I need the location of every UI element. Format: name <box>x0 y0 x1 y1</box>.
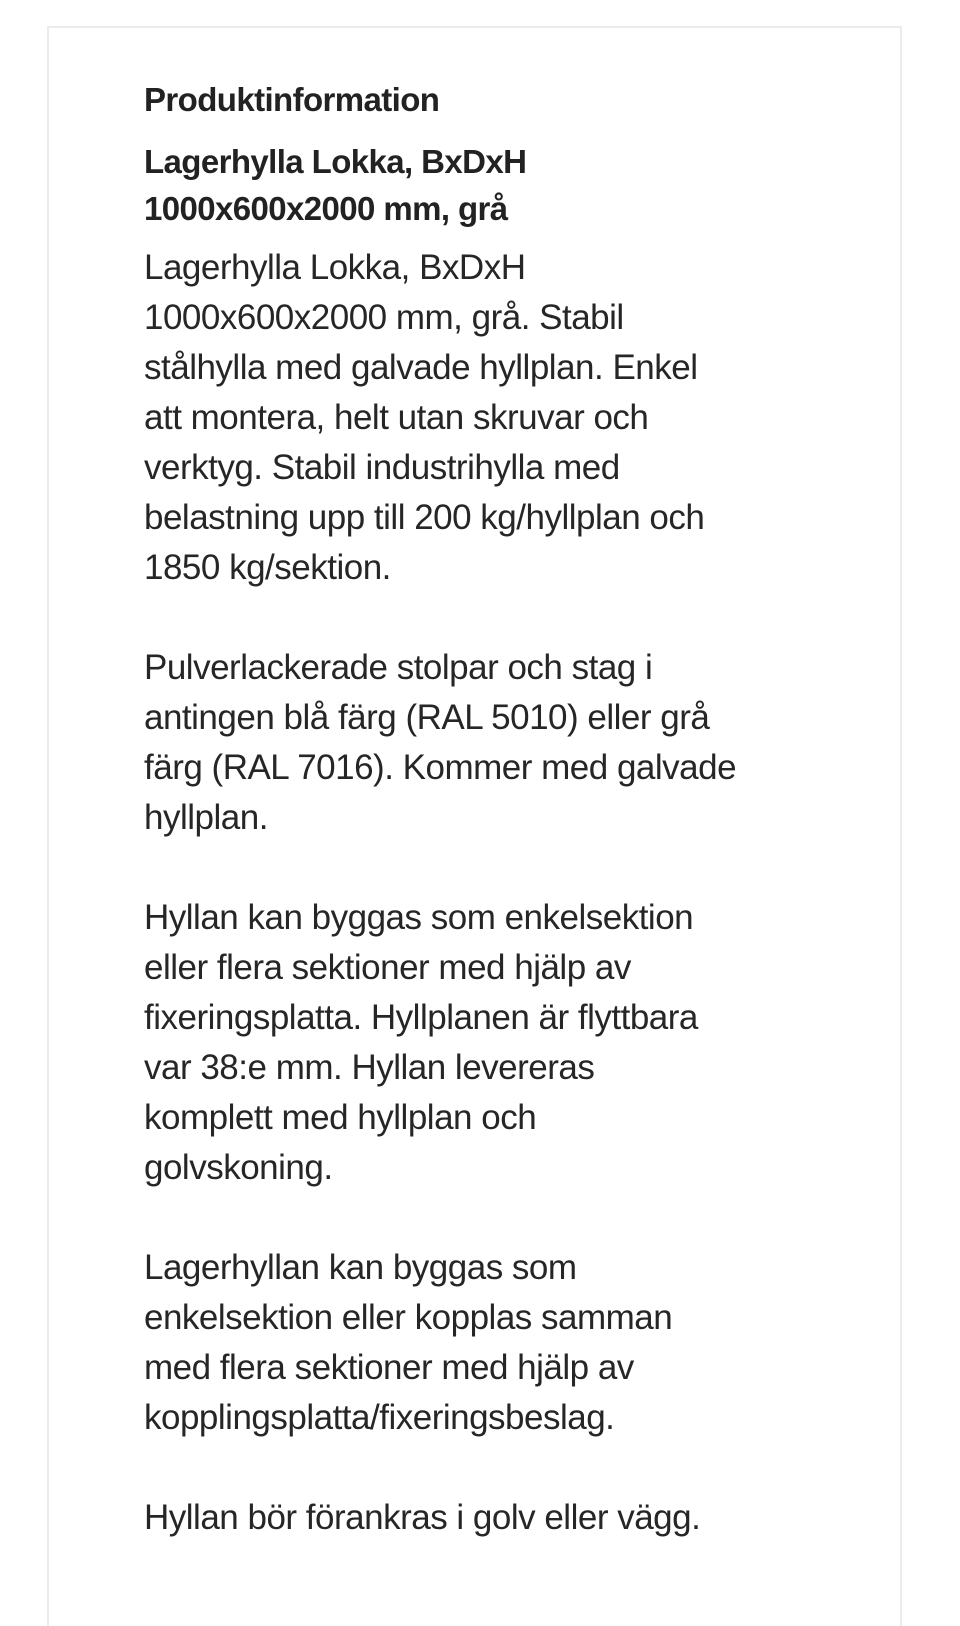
description-line: fixeringsplatta. Hyllplanen är flyttbara <box>144 998 698 1037</box>
description-paragraph <box>144 1243 834 1443</box>
description-line: 1000x600x2000 mm, grå. Stabil <box>144 298 624 337</box>
description-line: kopplingsplatta/fixeringsbeslag. <box>144 1398 615 1437</box>
description-paragraph <box>144 893 834 1193</box>
description-line: Hyllan kan byggas som enkelsektion <box>144 898 694 937</box>
description-line: golvskoning. <box>144 1148 333 1187</box>
description-paragraph <box>144 243 834 593</box>
description-line: komplett med hyllplan och <box>144 1098 537 1137</box>
product-info-card <box>47 26 902 1626</box>
description-line: 1850 kg/sektion. <box>144 548 391 587</box>
product-name-line: 1000x600x2000 mm, grå <box>144 190 508 227</box>
description-line: belastning upp till 200 kg/hyllplan och <box>144 498 705 537</box>
description-line: med flera sektioner med hjälp av <box>144 1348 634 1387</box>
description-line: Hyllan bör förankras i golv eller vägg. <box>144 1498 701 1537</box>
section-title: Produktinformation <box>144 81 440 118</box>
description-paragraph <box>144 643 834 843</box>
description-line: Pulverlackerade stolpar och stag i <box>144 648 653 687</box>
description-line: att montera, helt utan skruvar och <box>144 398 649 437</box>
product-name-line: Lagerhylla Lokka, BxDxH <box>144 143 527 180</box>
description-line: var 38:e mm. Hyllan levereras <box>144 1048 595 1087</box>
description-line: verktyg. Stabil industrihylla med <box>144 448 620 487</box>
description-line: Lagerhylla Lokka, BxDxH <box>144 248 526 287</box>
description-line: Lagerhyllan kan byggas som <box>144 1248 577 1287</box>
description-line: färg (RAL 7016). Kommer med galvade <box>144 748 737 787</box>
product-name <box>144 138 704 232</box>
description-line: stålhylla med galvade hyllplan. Enkel <box>144 348 698 387</box>
description-line: hyllplan. <box>144 798 268 837</box>
description-line: antingen blå färg (RAL 5010) eller grå <box>144 698 710 737</box>
description-line: eller flera sektioner med hjälp av <box>144 948 631 987</box>
description-line: enkelsektion eller kopplas samman <box>144 1298 673 1337</box>
product-description <box>144 243 834 1593</box>
description-paragraph <box>144 1493 834 1543</box>
